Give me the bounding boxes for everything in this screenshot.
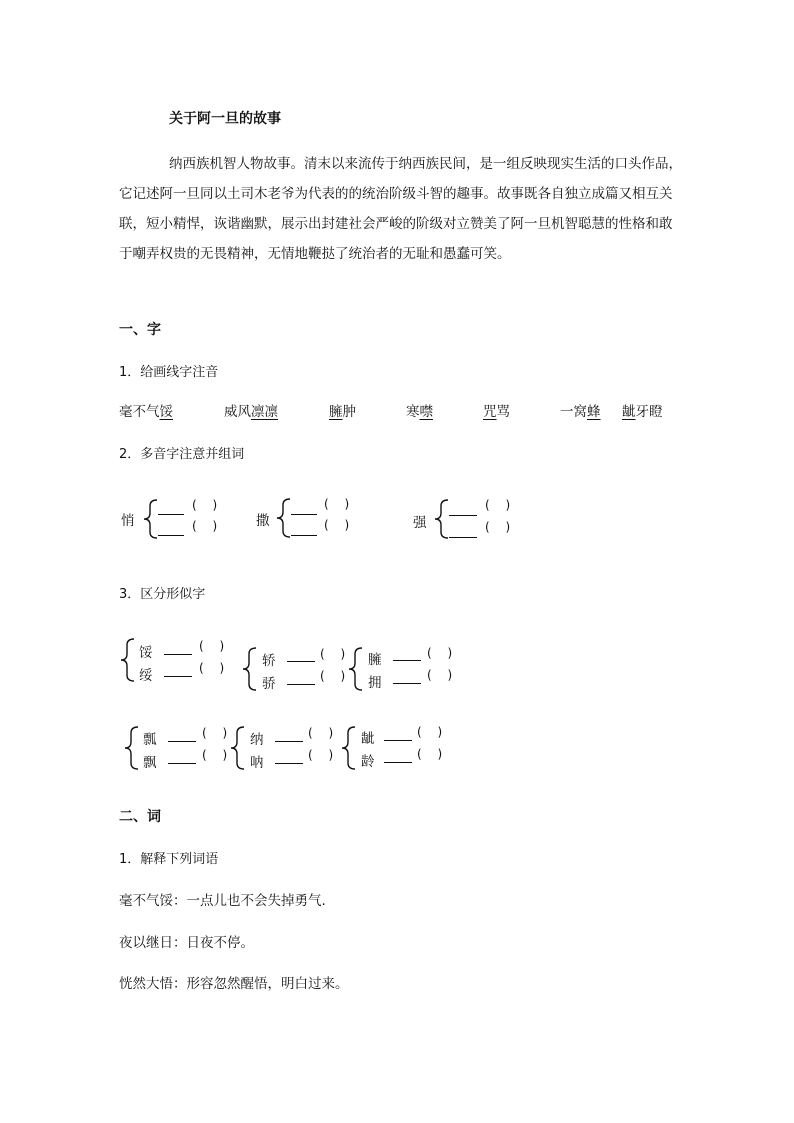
- pinyin-word-1: 毫不气馁: [119, 404, 173, 420]
- answer-paren: ( ): [199, 661, 231, 675]
- answer-blank: [384, 740, 412, 741]
- answer-blank: [384, 762, 412, 763]
- pinyin-word-4: 寒噤: [406, 404, 433, 420]
- brace-icon: [432, 498, 450, 540]
- answer-paren: ( ): [324, 518, 356, 532]
- answer-paren: ( ): [308, 748, 340, 762]
- similar-char: 骄: [262, 676, 276, 692]
- section1-heading: 一、字: [119, 322, 161, 338]
- answer-blank: [164, 654, 192, 655]
- similar-char: 绥: [139, 668, 153, 684]
- pinyin-word-7: 龇牙瞪: [622, 404, 663, 420]
- brace-icon: [141, 498, 159, 540]
- pinyin-word-2: 威风凛凛: [224, 404, 278, 420]
- answer-blank: [449, 515, 477, 516]
- q1-label: 1．给画线字注音: [119, 365, 219, 380]
- answer-paren: ( ): [320, 669, 352, 683]
- q2-label: 2．多音字注意并组词: [119, 447, 245, 462]
- definition-item: 毫不气馁：一点儿也不会失掉勇气.: [119, 893, 326, 909]
- answer-blank: [393, 683, 421, 684]
- section2-heading: 二、词: [119, 809, 161, 825]
- similar-char: 拥: [368, 675, 382, 691]
- similar-char: 龇: [361, 731, 375, 747]
- answer-paren: ( ): [192, 498, 224, 512]
- pinyin-word-5: 咒骂: [483, 404, 510, 420]
- answer-paren: ( ): [324, 497, 356, 511]
- similar-char: 纳: [250, 732, 264, 748]
- answer-paren: ( ): [192, 519, 224, 533]
- brace-icon: [118, 637, 136, 683]
- answer-paren: ( ): [417, 725, 449, 739]
- answer-blank: [158, 514, 184, 515]
- answer-paren: ( ): [308, 726, 340, 740]
- answer-blank: [287, 684, 315, 685]
- answer-blank: [158, 535, 184, 536]
- brace-icon: [339, 725, 357, 771]
- pinyin-word-3: 臃肿: [329, 404, 356, 420]
- similar-char: 龄: [361, 754, 375, 770]
- intro-paragraph: 纳西族机智人物故事。清末以来流传于纳西族民间，是一组反映现实生活的口头作品，它记述阿一旦同以土司木老爷为代表的的统治阶级斗智的趣事。故事既各自独立成篇又相互关联，短小精悍，诙谐幽默，展示出封建社会严峻的阶级对立赞美了阿一旦机智聪慧的性格和敢于嘲弄权贵的无畏精神，无情地鞭挞了统治者的无耻和愚蠢可笑。: [119, 156, 682, 262]
- similar-char: 臃: [368, 652, 382, 668]
- brace-icon: [228, 725, 246, 771]
- q3-label: 3．区分形似字: [119, 587, 206, 602]
- answer-paren: ( ): [320, 647, 352, 661]
- section2-q1-label: 1．解释下列词语: [119, 852, 219, 867]
- answer-paren: ( ): [202, 726, 234, 740]
- answer-blank: [168, 763, 196, 764]
- brace-icon: [346, 646, 364, 692]
- answer-paren: ( ): [417, 747, 449, 761]
- definition-item: 夜以继日：日夜不停。: [119, 935, 254, 951]
- similar-char: 瓢: [143, 732, 157, 748]
- polyphone-char-1: 悄: [121, 513, 135, 529]
- similar-char: 轿: [262, 653, 276, 669]
- pinyin-word-6: 一窝蜂: [560, 404, 601, 420]
- answer-blank: [393, 660, 421, 661]
- similar-char: 呐: [250, 755, 264, 771]
- page-title: 关于阿一旦的故事: [169, 111, 281, 127]
- answer-paren: ( ): [427, 646, 459, 660]
- answer-paren: ( ): [202, 748, 234, 762]
- brace-icon: [122, 725, 140, 771]
- answer-blank: [275, 763, 303, 764]
- answer-paren: ( ): [485, 520, 517, 534]
- answer-blank: [287, 661, 315, 662]
- answer-blank: [449, 537, 477, 538]
- polyphone-char-2: 撒: [256, 513, 270, 529]
- polyphone-char-3: 强: [413, 515, 427, 531]
- definition-item: 恍然大悟：形容忽然醒悟，明白过来。: [119, 976, 349, 992]
- answer-paren: ( ): [199, 639, 231, 653]
- answer-blank: [291, 535, 317, 536]
- answer-blank: [291, 514, 317, 515]
- answer-blank: [275, 741, 303, 742]
- brace-icon: [274, 497, 292, 539]
- answer-blank: [168, 741, 196, 742]
- answer-blank: [164, 676, 192, 677]
- brace-icon: [240, 646, 258, 692]
- similar-char: 馁: [139, 645, 153, 661]
- similar-char: 飘: [143, 755, 157, 771]
- answer-paren: ( ): [485, 498, 517, 512]
- answer-paren: ( ): [427, 668, 459, 682]
